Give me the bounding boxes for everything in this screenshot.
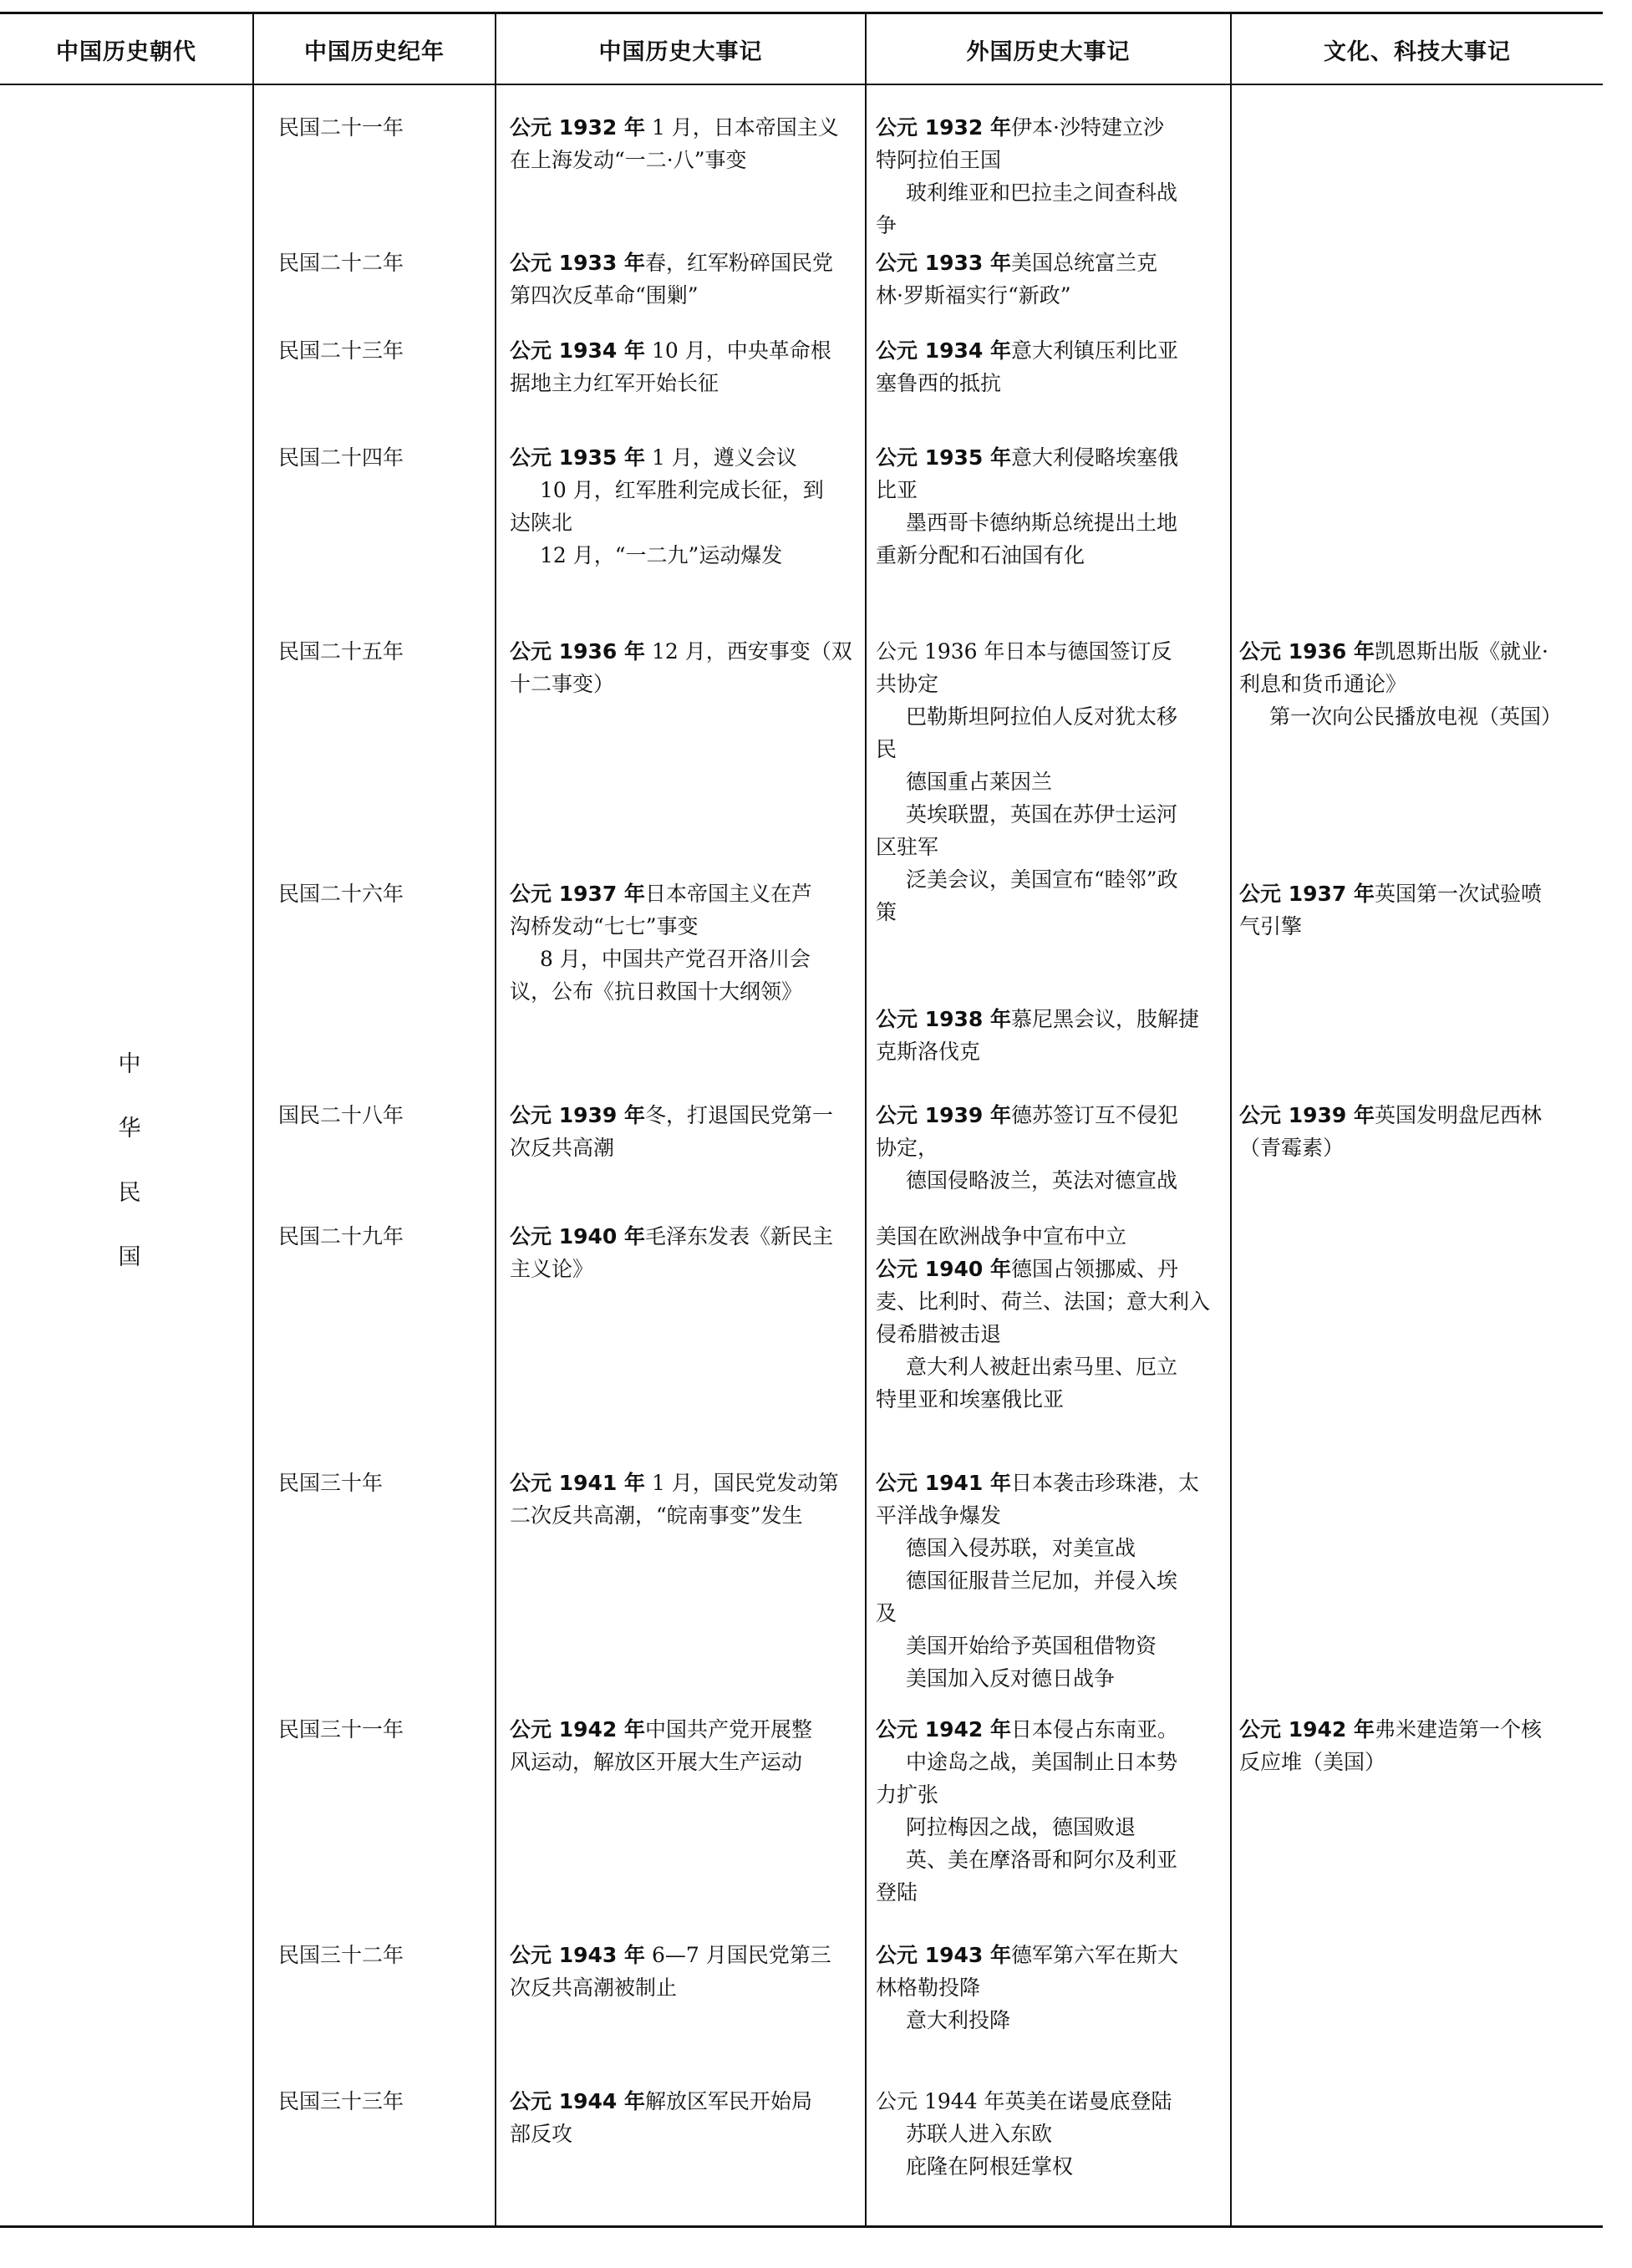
event-text: 英、美在摩洛哥和阿尔及利亚 xyxy=(906,1848,1178,1872)
event-text: 冬，打退国民党第一 xyxy=(645,1103,834,1127)
event-text: 及 xyxy=(876,1601,897,1625)
event-text: 气引擎 xyxy=(1239,914,1303,938)
event-line xyxy=(1239,1713,1594,1746)
china-events-cell xyxy=(510,247,861,312)
event-text: 阿拉梅因之战，德国败退 xyxy=(906,1815,1136,1839)
china-events-cell xyxy=(510,635,861,700)
event-year: 公元 1933 年 xyxy=(510,251,645,275)
event-year: 公元 1934 年 xyxy=(510,338,645,363)
event-line xyxy=(510,1939,861,1971)
event-year: 公元 1940 年 xyxy=(510,1224,645,1248)
event-line xyxy=(510,1713,861,1746)
header-bottom-rule xyxy=(0,84,1603,85)
event-year: 公元 1939 年 xyxy=(1239,1103,1375,1127)
event-line xyxy=(876,896,1225,928)
event-text: 德军第六军在斯大 xyxy=(1011,1943,1179,1967)
event-text: 次反共高潮 xyxy=(510,1136,615,1160)
event-line xyxy=(876,209,1225,242)
event-line xyxy=(876,539,1225,572)
event-line xyxy=(876,1318,1225,1350)
event-text: 达陕北 xyxy=(510,511,573,535)
event-year: 公元 1943 年 xyxy=(510,1943,645,1967)
china-events-cell xyxy=(510,111,861,176)
event-text: 第四次反革命“围剿” xyxy=(510,283,699,308)
table-top-rule xyxy=(0,12,1603,14)
year-cell: 民国二十三年 xyxy=(278,338,404,363)
event-text: 十二事变） xyxy=(510,672,615,696)
event-text: 1 月，国民党发动第 xyxy=(645,1471,839,1495)
event-line xyxy=(876,1285,1225,1318)
event-text: 英国发明盘尼西林 xyxy=(1375,1103,1543,1127)
event-text: 力扩张 xyxy=(876,1782,939,1807)
event-text: 伊本·沙特建立沙 xyxy=(1011,115,1164,140)
header-foreign-events: 外国历史大事记 xyxy=(966,38,1131,65)
event-text: 意大利镇压利比亚 xyxy=(1011,338,1179,363)
event-line xyxy=(1239,1099,1594,1131)
event-line xyxy=(876,1713,1225,1746)
event-text: 美国总统富兰克 xyxy=(1011,251,1158,275)
event-text: 日本袭击珍珠港，太 xyxy=(1011,1471,1200,1495)
event-text: 登陆 xyxy=(876,1880,918,1904)
event-line xyxy=(510,474,861,506)
china-events-cell xyxy=(510,1220,861,1285)
event-text: 中途岛之战，美国制止日本势 xyxy=(906,1750,1178,1774)
event-line xyxy=(876,1164,1225,1197)
event-line xyxy=(876,474,1225,506)
event-line xyxy=(876,668,1225,700)
event-line xyxy=(876,1778,1225,1811)
event-line xyxy=(876,144,1225,176)
event-text: （青霉素） xyxy=(1239,1136,1345,1160)
event-line xyxy=(876,279,1225,312)
event-text: 中国共产党开展整 xyxy=(645,1717,813,1742)
event-line xyxy=(876,111,1225,144)
event-line xyxy=(510,635,861,668)
china-events-cell xyxy=(510,1939,861,2004)
event-line xyxy=(876,1876,1225,1909)
event-line xyxy=(510,279,861,312)
event-line xyxy=(510,111,861,144)
event-line xyxy=(876,1564,1225,1597)
event-text: 在上海发动“一二·八”事变 xyxy=(510,148,747,172)
event-line xyxy=(510,943,861,975)
foreign-events-cell xyxy=(876,2085,1225,2183)
event-text: 公元 1936 年日本与德国签订反 xyxy=(876,639,1172,664)
china-events-cell xyxy=(510,1467,861,1532)
event-line xyxy=(876,1499,1225,1532)
event-line xyxy=(876,1467,1225,1499)
event-text: 协定， xyxy=(876,1136,939,1160)
year-cell: 民国三十一年 xyxy=(278,1717,404,1742)
event-line xyxy=(510,539,861,572)
event-line xyxy=(876,1843,1225,1876)
event-year: 公元 1938 年 xyxy=(876,1007,1011,1031)
event-line xyxy=(876,1003,1225,1035)
event-text: 比亚 xyxy=(876,478,918,502)
event-text: 解放区军民开始局 xyxy=(645,2089,813,2113)
event-year: 公元 1942 年 xyxy=(876,1717,1011,1742)
event-line xyxy=(876,1131,1225,1164)
event-line xyxy=(1239,1131,1594,1164)
event-line xyxy=(876,176,1225,209)
event-year: 公元 1937 年 xyxy=(1239,882,1375,906)
event-year: 公元 1937 年 xyxy=(510,882,645,906)
foreign-events-cell xyxy=(876,1220,1225,1416)
event-line xyxy=(1239,1746,1594,1778)
event-text: 林格勒投降 xyxy=(876,1976,981,2000)
china-events-cell xyxy=(510,1099,861,1164)
foreign-events-cell xyxy=(876,334,1225,399)
event-text: 林·罗斯福实行“新政” xyxy=(876,283,1071,308)
china-events-cell xyxy=(510,1713,861,1778)
event-text: 慕尼黑会议，肢解捷 xyxy=(1011,1007,1200,1031)
table-bottom-rule xyxy=(0,2225,1603,2228)
event-line xyxy=(876,1532,1225,1564)
event-year: 公元 1942 年 xyxy=(1239,1717,1375,1742)
event-text: 塞鲁西的抵抗 xyxy=(876,371,1002,395)
china-events-cell xyxy=(510,334,861,399)
event-line xyxy=(1239,910,1594,943)
foreign-events-cell xyxy=(876,441,1225,572)
event-text: 意大利人被赶出索马里、厄立 xyxy=(906,1355,1178,1379)
dynasty-char: 国 xyxy=(118,1244,141,1270)
year-cell: 民国二十五年 xyxy=(278,639,404,664)
event-line xyxy=(1239,668,1594,700)
event-line xyxy=(876,798,1225,831)
culture-events-cell xyxy=(1239,1713,1594,1778)
year-cell: 民国三十年 xyxy=(278,1471,384,1495)
year-cell: 民国二十九年 xyxy=(278,1224,404,1248)
china-events-cell xyxy=(510,441,861,572)
event-text: 8 月，中国共产党召开洛川会 xyxy=(540,947,811,971)
event-text: 英埃联盟，英国在苏伊士运河 xyxy=(906,802,1178,826)
event-line xyxy=(876,1939,1225,1971)
event-year: 公元 1935 年 xyxy=(510,445,645,470)
event-text: 德国占领挪威、丹 xyxy=(1011,1257,1179,1281)
event-text: 争 xyxy=(876,213,897,237)
event-text: 反应堆（美国） xyxy=(1239,1750,1386,1774)
event-line xyxy=(510,1499,861,1532)
event-year: 公元 1933 年 xyxy=(876,251,1011,275)
event-line xyxy=(876,1662,1225,1695)
event-year: 公元 1941 年 xyxy=(510,1471,645,1495)
event-text: 第一次向公民播放电视（英国） xyxy=(1269,704,1563,729)
event-text: 德国重占莱因兰 xyxy=(906,770,1053,794)
event-line xyxy=(510,2118,861,2150)
event-line xyxy=(510,506,861,539)
event-text: 沟桥发动“七七”事变 xyxy=(510,914,699,938)
event-line xyxy=(1239,877,1594,910)
column-divider-3 xyxy=(865,12,867,2228)
event-year: 公元 1936 年 xyxy=(510,639,645,664)
event-line xyxy=(876,506,1225,539)
culture-events-cell xyxy=(1239,877,1594,943)
event-text: 苏联人进入东欧 xyxy=(906,2122,1053,2146)
event-text: 德苏签订互不侵犯 xyxy=(1011,1103,1179,1127)
event-line xyxy=(876,863,1225,896)
foreign-events-cell xyxy=(876,1003,1225,1068)
culture-events-cell xyxy=(1239,635,1594,733)
event-text: 意大利投降 xyxy=(906,2008,1011,2032)
event-line xyxy=(510,2085,861,2118)
event-line xyxy=(876,1971,1225,2004)
dynasty-label xyxy=(0,1032,259,1289)
event-line xyxy=(510,1971,861,2004)
event-line xyxy=(510,334,861,367)
event-line xyxy=(510,910,861,943)
event-text: 据地主力红军开始长征 xyxy=(510,371,719,395)
event-text: 美国加入反对德日战争 xyxy=(906,1666,1116,1691)
event-year: 公元 1944 年 xyxy=(510,2089,645,2113)
event-text: 策 xyxy=(876,900,897,924)
year-cell: 民国三十二年 xyxy=(278,1943,404,1967)
dynasty-char: 民 xyxy=(118,1180,141,1206)
event-text: 公元 1944 年英美在诺曼底登陆 xyxy=(876,2089,1172,2113)
event-line xyxy=(876,831,1225,863)
event-text: 墨西哥卡德纳斯总统提出土地 xyxy=(906,511,1178,535)
event-year: 公元 1941 年 xyxy=(876,1471,1011,1495)
event-line xyxy=(1239,700,1594,733)
event-text: 10 月，红军胜利完成长征，到 xyxy=(540,478,824,502)
event-line xyxy=(876,1220,1225,1253)
dynasty-char: 华 xyxy=(118,1116,141,1142)
event-text: 德国征服昔兰尼加，并侵入埃 xyxy=(906,1569,1178,1593)
china-events-cell xyxy=(510,2085,861,2150)
event-text: 德国入侵苏联，对美宣战 xyxy=(906,1536,1136,1560)
event-year: 公元 1932 年 xyxy=(876,115,1011,140)
event-year: 公元 1934 年 xyxy=(876,338,1011,363)
event-text: 特里亚和埃塞俄比亚 xyxy=(876,1387,1065,1411)
event-line xyxy=(876,1383,1225,1416)
header-culture-events: 文化、科技大事记 xyxy=(1324,38,1511,65)
foreign-events-cell xyxy=(876,635,1225,928)
event-line xyxy=(876,441,1225,474)
foreign-events-cell xyxy=(876,1713,1225,1909)
event-text: 日本侵占东南亚。 xyxy=(1011,1717,1179,1742)
event-text: 6—7 月国民党第三 xyxy=(645,1943,831,1967)
event-line xyxy=(510,1253,861,1285)
event-line xyxy=(876,1099,1225,1131)
foreign-events-cell xyxy=(876,247,1225,312)
china-events-cell xyxy=(510,877,861,1008)
event-text: 风运动，解放区开展大生产运动 xyxy=(510,1750,803,1774)
event-text: 主义论》 xyxy=(510,1257,594,1281)
event-year: 公元 1932 年 xyxy=(510,115,645,140)
event-text: 议，公布《抗日救国十大纲领》 xyxy=(510,979,803,1004)
year-cell: 民国二十六年 xyxy=(278,882,404,906)
column-divider-2 xyxy=(495,12,496,2228)
year-cell: 民国二十四年 xyxy=(278,445,404,470)
event-text: 侵希腊被击退 xyxy=(876,1322,1002,1346)
event-text: 玻利维亚和巴拉圭之间查科战 xyxy=(906,181,1178,205)
event-line xyxy=(1239,635,1594,668)
event-text: 泛美会议，美国宣布“睦邻”政 xyxy=(906,867,1178,892)
event-line xyxy=(510,1131,861,1164)
event-line xyxy=(876,1630,1225,1662)
event-text: 10 月，中央革命根 xyxy=(645,338,831,363)
year-cell: 国民二十八年 xyxy=(278,1103,404,1127)
foreign-events-cell xyxy=(876,1099,1225,1197)
event-line xyxy=(510,975,861,1008)
event-year: 公元 1935 年 xyxy=(876,445,1011,470)
event-text: 弗米建造第一个核 xyxy=(1375,1717,1543,1742)
foreign-events-cell xyxy=(876,111,1225,242)
culture-events-cell xyxy=(1239,1099,1594,1164)
event-text: 日本帝国主义在芦 xyxy=(645,882,813,906)
dynasty-char: 中 xyxy=(118,1051,141,1077)
event-text: 二次反共高潮，“皖南事变”发生 xyxy=(510,1503,803,1528)
event-text: 利息和货币通论》 xyxy=(1239,672,1407,696)
event-line xyxy=(876,1597,1225,1630)
event-text: 平洋战争爆发 xyxy=(876,1503,1002,1528)
event-text: 部反攻 xyxy=(510,2122,573,2146)
event-line xyxy=(876,247,1225,279)
event-text: 1 月，遵义会议 xyxy=(645,445,797,470)
event-line xyxy=(876,733,1225,765)
event-text: 美国在欧洲战争中宣布中立 xyxy=(876,1224,1127,1248)
event-line xyxy=(876,1811,1225,1843)
event-text: 共协定 xyxy=(876,672,939,696)
year-cell: 民国二十一年 xyxy=(278,115,404,140)
year-cell: 民国三十三年 xyxy=(278,2089,404,2113)
event-line xyxy=(510,367,861,399)
event-line xyxy=(510,1467,861,1499)
event-line xyxy=(510,668,861,700)
event-line xyxy=(510,877,861,910)
event-line xyxy=(510,1220,861,1253)
event-line xyxy=(876,367,1225,399)
event-text: 意大利侵略埃塞俄 xyxy=(1011,445,1179,470)
event-line xyxy=(876,700,1225,733)
header-china-events: 中国历史大事记 xyxy=(598,38,763,65)
event-text: 重新分配和石油国有化 xyxy=(876,543,1085,567)
event-text: 德国侵略波兰，英法对德宣战 xyxy=(906,1168,1178,1192)
header-year: 中国历史纪年 xyxy=(304,38,445,65)
event-line xyxy=(510,441,861,474)
event-line xyxy=(876,2004,1225,2037)
event-text: 英国第一次试验喷 xyxy=(1375,882,1543,906)
foreign-events-cell xyxy=(876,1467,1225,1695)
column-divider-4 xyxy=(1230,12,1232,2228)
event-text: 凯恩斯出版《就业· xyxy=(1375,639,1548,664)
event-year: 公元 1943 年 xyxy=(876,1943,1011,1967)
header-dynasty: 中国历史朝代 xyxy=(56,38,196,65)
foreign-events-cell xyxy=(876,1939,1225,2037)
event-text: 庇隆在阿根廷掌权 xyxy=(906,2154,1074,2179)
event-line xyxy=(876,334,1225,367)
event-text: 春，红军粉碎国民党 xyxy=(645,251,834,275)
event-text: 民 xyxy=(876,737,897,761)
event-line xyxy=(876,2085,1225,2118)
event-line xyxy=(876,1035,1225,1068)
event-year: 公元 1940 年 xyxy=(876,1257,1011,1281)
event-line xyxy=(876,765,1225,798)
event-line xyxy=(510,1746,861,1778)
event-line xyxy=(510,247,861,279)
event-text: 特阿拉伯王国 xyxy=(876,148,1002,172)
event-text: 1 月，日本帝国主义 xyxy=(645,115,839,140)
event-line xyxy=(876,1253,1225,1285)
event-year: 公元 1939 年 xyxy=(876,1103,1011,1127)
event-line xyxy=(876,2150,1225,2183)
event-text: 次反共高潮被制止 xyxy=(510,1976,678,2000)
event-text: 克斯洛伐克 xyxy=(876,1040,981,1064)
event-line xyxy=(876,2118,1225,2150)
event-line xyxy=(876,635,1225,668)
year-cell: 民国二十二年 xyxy=(278,251,404,275)
event-year: 公元 1942 年 xyxy=(510,1717,645,1742)
event-text: 巴勒斯坦阿拉伯人反对犹太移 xyxy=(906,704,1178,729)
event-text: 麦、比利时、荷兰、法国；意大利入 xyxy=(876,1289,1211,1314)
event-text: 12 月，西安事变（双 xyxy=(645,639,852,664)
event-text: 美国开始给予英国租借物资 xyxy=(906,1634,1157,1658)
event-text: 区驻军 xyxy=(876,835,939,859)
event-line xyxy=(510,144,861,176)
event-year: 公元 1939 年 xyxy=(510,1103,645,1127)
event-year: 公元 1936 年 xyxy=(1239,639,1375,664)
event-line xyxy=(510,1099,861,1131)
event-text: 12 月，“一二九”运动爆发 xyxy=(540,543,783,567)
event-line xyxy=(876,1746,1225,1778)
event-text: 毛泽东发表《新民主 xyxy=(645,1224,834,1248)
event-line xyxy=(876,1350,1225,1383)
